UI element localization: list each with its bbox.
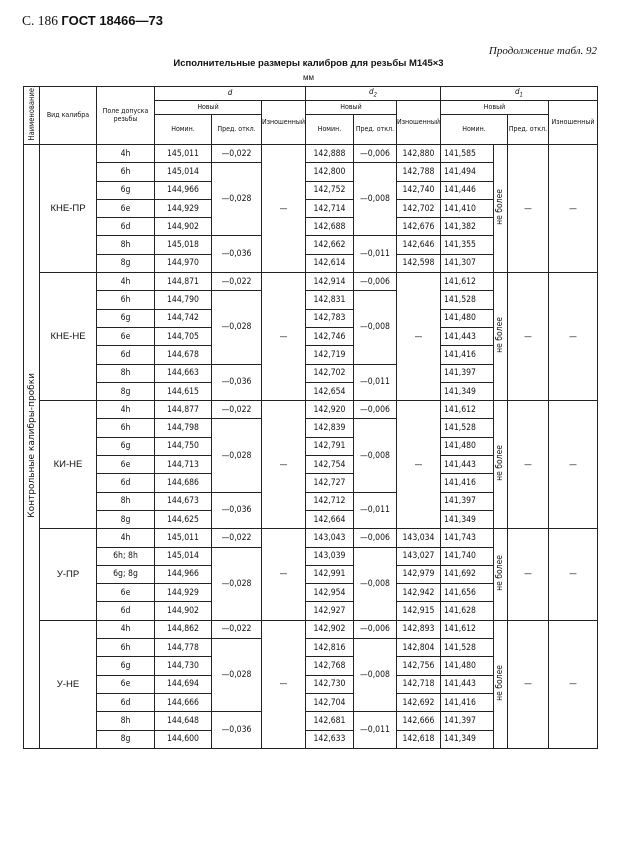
d-worn-cell: — (262, 145, 306, 273)
d1-nominal-cell: 141,656 (440, 584, 493, 602)
d2-worn-cell: 142,692 (396, 693, 440, 711)
not-more-label: не более (495, 555, 506, 591)
d1-nominal-cell: 141,443 (440, 327, 493, 345)
d1-nominal-cell: 141,349 (440, 382, 493, 400)
d-nominal-cell: 144,705 (155, 327, 212, 345)
d1-nominal-cell: 141,740 (440, 547, 493, 565)
d-nominal-cell: 144,778 (155, 639, 212, 657)
d1-nominal-cell: 141,480 (440, 309, 493, 327)
d1-dev-header: Пред. откл. (507, 115, 548, 145)
d-deviation-cell: —0,036 (212, 236, 262, 273)
d1-nom-header: Номин. (440, 115, 507, 145)
d2-nominal-cell: 142,654 (305, 382, 353, 400)
d2-nominal-cell: 142,633 (305, 730, 353, 748)
d-deviation-cell: —0,022 (212, 529, 262, 547)
d1-nominal-cell: 141,382 (440, 218, 493, 236)
d1-worn-cell: — (548, 145, 597, 273)
d2-nominal-cell: 143,039 (305, 547, 353, 565)
d1-nominal-cell: 141,443 (440, 675, 493, 693)
d1-dev-cell: — (507, 620, 548, 748)
tolerance-cell: 6d (97, 693, 155, 711)
d1-nominal-cell: 141,416 (440, 693, 493, 711)
d1-nominal-cell: 141,612 (440, 401, 493, 419)
not-more-label: не более (495, 317, 506, 354)
d2-worn-cell: 142,893 (396, 620, 440, 638)
d-nominal-cell: 144,666 (155, 693, 212, 711)
tolerance-cell: 6h (97, 639, 155, 657)
d2-nominal-cell: 142,688 (305, 218, 353, 236)
d-nominal-cell: 144,902 (155, 218, 212, 236)
units-label: мм (303, 73, 314, 82)
side-label (24, 145, 40, 749)
d1-new-header: Новый (440, 101, 548, 115)
d1-note-cell (493, 401, 507, 529)
tolerance-cell: 4h (97, 401, 155, 419)
tolerance-cell: 8h (97, 364, 155, 382)
table-row (24, 401, 598, 419)
d-nominal-cell: 144,673 (155, 492, 212, 510)
d-nominal-cell: 144,713 (155, 456, 212, 474)
tolerance-cell: 4h (97, 529, 155, 547)
d2-worn-header: Изношенный (396, 101, 440, 145)
d1-nominal-cell: 141,397 (440, 492, 493, 510)
d2-deviation-cell: —0,008 (353, 163, 396, 236)
d-worn-header: Изношенный (262, 101, 306, 145)
d-nominal-cell: 144,862 (155, 620, 212, 638)
d-nominal-cell: 145,011 (155, 145, 212, 163)
d2-worn-cell: 143,034 (396, 529, 440, 547)
d-deviation-cell: —0,028 (212, 639, 262, 712)
col-d2-header: $d_2$ (305, 87, 440, 101)
gauge-kind: КИ-НЕ (40, 401, 97, 529)
d1-nominal-cell: 141,349 (440, 510, 493, 528)
d2-worn-cell: — (396, 273, 440, 401)
d-nominal-cell: 145,011 (155, 529, 212, 547)
d1-nominal-cell: 141,397 (440, 712, 493, 730)
page-header (22, 13, 163, 29)
d2-worn-cell: 142,676 (396, 218, 440, 236)
tolerance-cell: 6e (97, 584, 155, 602)
d-deviation-cell: —0,036 (212, 712, 262, 749)
d1-nominal-cell: 141,528 (440, 419, 493, 437)
d-nominal-cell: 144,663 (155, 364, 212, 382)
d2-deviation-cell: —0,008 (353, 639, 396, 712)
col-tolerance-header: Поле допуска резьбы (97, 87, 155, 145)
d2-nominal-cell: 142,902 (305, 620, 353, 638)
d2-nominal-cell: 142,662 (305, 236, 353, 254)
d2-dev-header: Пред. откл. (353, 115, 396, 145)
tolerance-cell: 6e (97, 327, 155, 345)
d2-worn-cell: 142,598 (396, 254, 440, 272)
d-nominal-cell: 144,790 (155, 291, 212, 309)
tolerance-cell: 6g; 8g (97, 565, 155, 583)
d2-deviation-cell: —0,008 (353, 291, 396, 364)
d1-nominal-cell: 141,446 (440, 181, 493, 199)
d1-nominal-cell: 141,480 (440, 437, 493, 455)
d2-nominal-cell: 142,746 (305, 327, 353, 345)
d1-nominal-cell: 141,349 (440, 730, 493, 748)
table-title: Исполнительные размеры калибров для резьбы М145×3 (173, 58, 444, 69)
table-body (24, 145, 598, 749)
d2-nominal-cell: 142,768 (305, 657, 353, 675)
d2-nominal-cell: 142,730 (305, 675, 353, 693)
standard-number: ГОСТ 18466—73 (61, 13, 163, 28)
d1-nominal-cell: 141,528 (440, 291, 493, 309)
d-nominal-cell: 144,730 (155, 657, 212, 675)
d1-dev-cell: — (507, 529, 548, 620)
gauge-kind: КНЕ-НЕ (40, 273, 97, 401)
d-nominal-cell: 144,615 (155, 382, 212, 400)
gauge-kind: У-НЕ (40, 620, 97, 748)
d2-nominal-cell: 142,991 (305, 565, 353, 583)
d-deviation-cell: —0,022 (212, 401, 262, 419)
table-row (24, 620, 598, 638)
tolerance-cell: 6d (97, 346, 155, 364)
d2-deviation-cell: —0,011 (353, 712, 396, 749)
d1-nominal-cell: 141,410 (440, 199, 493, 217)
d-nominal-cell: 144,625 (155, 510, 212, 528)
d1-nominal-cell: 141,355 (440, 236, 493, 254)
d1-nominal-cell: 141,397 (440, 364, 493, 382)
d2-new-header: Новый (305, 101, 396, 115)
d-nominal-cell: 144,966 (155, 565, 212, 583)
d-deviation-cell: —0,022 (212, 145, 262, 163)
gauge-kind: КНЕ-ПР (40, 145, 97, 273)
tolerance-cell: 8h (97, 712, 155, 730)
d2-deviation-cell: —0,011 (353, 492, 396, 529)
tolerance-cell: 6h (97, 163, 155, 181)
d1-dev-cell: — (507, 401, 548, 529)
d-nominal-cell: 144,970 (155, 254, 212, 272)
d1-nominal-cell: 141,612 (440, 273, 493, 291)
tolerance-cell: 8h (97, 492, 155, 510)
d1-worn-header: Изношенный (548, 101, 597, 145)
d2-worn-cell: 143,027 (396, 547, 440, 565)
tolerance-cell: 6h (97, 419, 155, 437)
d-nominal-cell: 144,600 (155, 730, 212, 748)
d-nominal-cell: 144,929 (155, 584, 212, 602)
table-row (24, 273, 598, 291)
gauge-kind: У-ПР (40, 529, 97, 620)
d-nominal-cell: 144,798 (155, 419, 212, 437)
d1-nominal-cell: 141,612 (440, 620, 493, 638)
d-deviation-cell: —0,022 (212, 620, 262, 638)
d2-nominal-cell: 143,043 (305, 529, 353, 547)
not-more-label: не более (495, 445, 506, 482)
d-dev-header: Пред. откл. (212, 115, 262, 145)
tolerance-cell: 4h (97, 145, 155, 163)
tolerance-cell: 8h (97, 236, 155, 254)
d2-deviation-cell: —0,011 (353, 236, 396, 273)
d2-nominal-cell: 142,752 (305, 181, 353, 199)
d1-nominal-cell: 141,692 (440, 565, 493, 583)
d2-nominal-cell: 142,664 (305, 510, 353, 528)
d-nominal-cell: 144,877 (155, 401, 212, 419)
d2-deviation-cell: —0,006 (353, 145, 396, 163)
d2-deviation-cell: —0,008 (353, 547, 396, 620)
d-deviation-cell: —0,028 (212, 419, 262, 492)
d2-worn-cell: 142,618 (396, 730, 440, 748)
d2-worn-cell: 142,756 (396, 657, 440, 675)
d2-deviation-cell: —0,006 (353, 620, 396, 638)
tolerance-cell: 6g (97, 657, 155, 675)
d2-worn-cell: 142,979 (396, 565, 440, 583)
d1-note-cell (493, 620, 507, 748)
tolerance-cell: 6h (97, 291, 155, 309)
d2-nom-header: Номин. (305, 115, 353, 145)
d1-nominal-cell: 141,628 (440, 602, 493, 620)
d1-nominal-cell: 141,528 (440, 639, 493, 657)
d2-nominal-cell: 142,839 (305, 419, 353, 437)
table-row (24, 529, 598, 547)
d1-nominal-cell: 141,307 (440, 254, 493, 272)
page-number: С. 186 (22, 13, 59, 28)
d1-nominal-cell: 141,416 (440, 346, 493, 364)
tolerance-cell: 6e (97, 199, 155, 217)
d-worn-cell: — (262, 401, 306, 529)
d2-nominal-cell: 142,888 (305, 145, 353, 163)
d2-worn-cell: 142,646 (396, 236, 440, 254)
d-nominal-cell: 144,742 (155, 309, 212, 327)
d2-worn-cell: 142,788 (396, 163, 440, 181)
not-more-label: не более (495, 664, 506, 701)
col-d1-header: $d_1$ (440, 87, 597, 101)
d2-nominal-cell: 142,727 (305, 474, 353, 492)
d-nominal-cell: 144,929 (155, 199, 212, 217)
d1-nominal-cell: 141,443 (440, 456, 493, 474)
d1-nominal-cell: 141,416 (440, 474, 493, 492)
side-label-text: Контрольные калибры-пробки (26, 372, 37, 518)
d-nominal-cell: 144,678 (155, 346, 212, 364)
tolerance-cell: 6e (97, 675, 155, 693)
d2-deviation-cell: —0,006 (353, 401, 396, 419)
d1-worn-cell: — (548, 401, 597, 529)
d-nominal-cell: 144,750 (155, 437, 212, 455)
d-nominal-cell: 145,014 (155, 163, 212, 181)
tolerance-cell: 8g (97, 382, 155, 400)
d2-nominal-cell: 142,791 (305, 437, 353, 455)
d1-dev-cell: — (507, 273, 548, 401)
d1-note-cell (493, 273, 507, 401)
d1-nominal-cell: 141,494 (440, 163, 493, 181)
tolerance-cell: 8g (97, 254, 155, 272)
d-nominal-cell: 145,014 (155, 547, 212, 565)
d1-note-cell (493, 145, 507, 273)
d2-worn-cell: 142,740 (396, 181, 440, 199)
d2-nominal-cell: 142,712 (305, 492, 353, 510)
col-name-header: Наименование (24, 87, 40, 145)
col-d-header: d (155, 87, 306, 101)
d2-nominal-cell: 142,800 (305, 163, 353, 181)
d-nominal-cell: 144,966 (155, 181, 212, 199)
d-new-header: Новый (155, 101, 262, 115)
d-nominal-cell: 144,648 (155, 712, 212, 730)
d1-dev-cell: — (507, 145, 548, 273)
d2-nominal-cell: 142,719 (305, 346, 353, 364)
d2-nominal-cell: 142,702 (305, 364, 353, 382)
tolerance-cell: 6e (97, 456, 155, 474)
d2-nominal-cell: 142,954 (305, 584, 353, 602)
tolerance-cell: 6g (97, 181, 155, 199)
d2-nominal-cell: 142,681 (305, 712, 353, 730)
d1-worn-cell: — (548, 529, 597, 620)
d2-worn-cell: 142,880 (396, 145, 440, 163)
d2-deviation-cell: —0,006 (353, 273, 396, 291)
d-deviation-cell: —0,028 (212, 291, 262, 364)
d-nominal-cell: 144,686 (155, 474, 212, 492)
tolerance-cell: 6g (97, 437, 155, 455)
d2-nominal-cell: 142,914 (305, 273, 353, 291)
d2-nominal-cell: 142,614 (305, 254, 353, 272)
d2-worn-cell: 142,804 (396, 639, 440, 657)
d2-nominal-cell: 142,831 (305, 291, 353, 309)
d1-worn-cell: — (548, 620, 597, 748)
tolerance-cell: 6d (97, 602, 155, 620)
tolerance-cell: 6h; 8h (97, 547, 155, 565)
gauge-dimensions-table (23, 86, 598, 749)
d-worn-cell: — (262, 273, 306, 401)
d1-note-cell (493, 529, 507, 620)
col-kind-header: Вид калибра (40, 87, 97, 145)
d1-nominal-cell: 141,585 (440, 145, 493, 163)
d2-nominal-cell: 142,704 (305, 693, 353, 711)
d2-deviation-cell: —0,008 (353, 419, 396, 492)
d-nom-header: Номин. (155, 115, 212, 145)
tolerance-cell: 8g (97, 510, 155, 528)
d2-nominal-cell: 142,920 (305, 401, 353, 419)
d-deviation-cell: —0,036 (212, 364, 262, 401)
d-nominal-cell: 145,018 (155, 236, 212, 254)
d-deviation-cell: —0,022 (212, 273, 262, 291)
d-worn-cell: — (262, 529, 306, 620)
d2-worn-cell: — (396, 401, 440, 529)
d2-worn-cell: 142,718 (396, 675, 440, 693)
table-row (24, 145, 598, 163)
tolerance-cell: 8g (97, 730, 155, 748)
not-more-label: не более (495, 189, 506, 225)
tolerance-cell: 6d (97, 218, 155, 236)
d2-nominal-cell: 142,783 (305, 309, 353, 327)
d-nominal-cell: 144,871 (155, 273, 212, 291)
d1-nominal-cell: 141,743 (440, 529, 493, 547)
d1-nominal-cell: 141,480 (440, 657, 493, 675)
tolerance-cell: 6g (97, 309, 155, 327)
d-worn-cell: — (262, 620, 306, 748)
continuation-note: Продолжение табл. 92 (488, 45, 597, 57)
d2-deviation-cell: —0,006 (353, 529, 396, 547)
d-nominal-cell: 144,694 (155, 675, 212, 693)
d-deviation-cell: —0,028 (212, 163, 262, 236)
tolerance-cell: 4h (97, 620, 155, 638)
d2-nominal-cell: 142,714 (305, 199, 353, 217)
tolerance-cell: 4h (97, 273, 155, 291)
d2-worn-cell: 142,702 (396, 199, 440, 217)
d2-worn-cell: 142,666 (396, 712, 440, 730)
d2-nominal-cell: 142,927 (305, 602, 353, 620)
d2-worn-cell: 142,942 (396, 584, 440, 602)
d-deviation-cell: —0,036 (212, 492, 262, 529)
tolerance-cell: 6d (97, 474, 155, 492)
d-nominal-cell: 144,902 (155, 602, 212, 620)
d-deviation-cell: —0,028 (212, 547, 262, 620)
d2-worn-cell: 142,915 (396, 602, 440, 620)
d1-worn-cell: — (548, 273, 597, 401)
d2-deviation-cell: —0,011 (353, 364, 396, 401)
d2-nominal-cell: 142,816 (305, 639, 353, 657)
d2-nominal-cell: 142,754 (305, 456, 353, 474)
